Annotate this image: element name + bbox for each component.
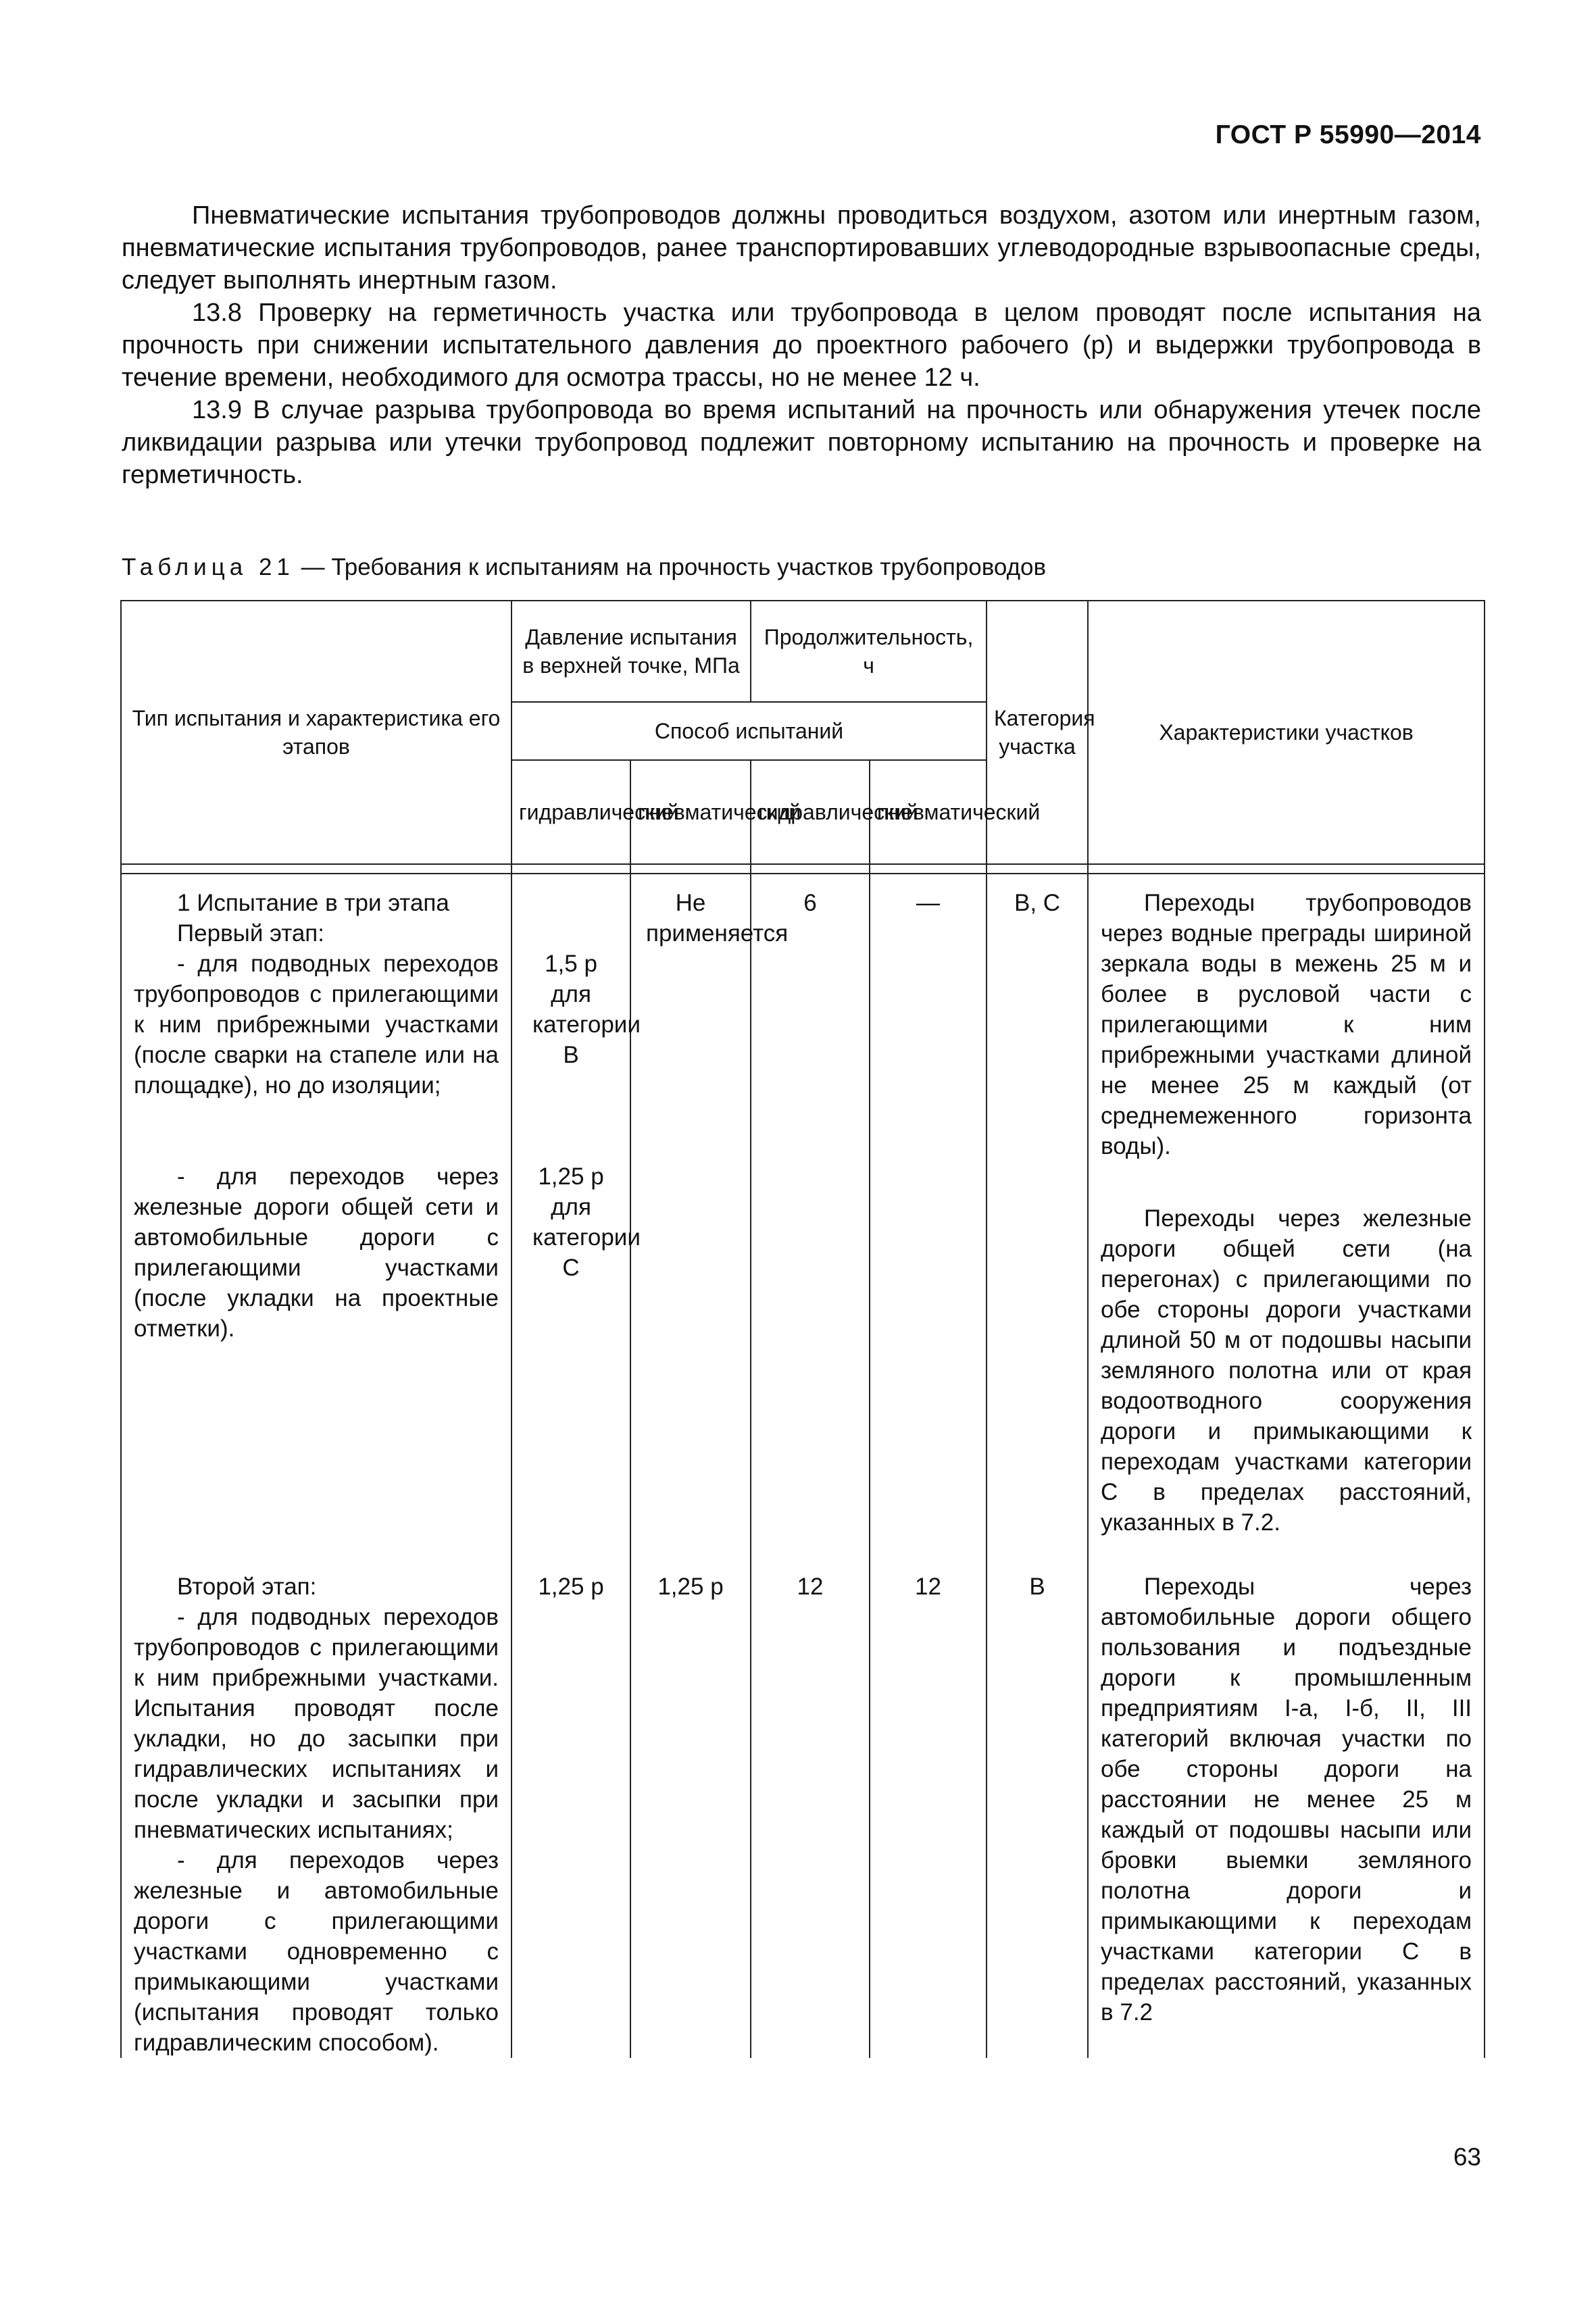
paragraph: 13.8 Проверку на герметичность участка или трубопровода в целом проводят после испытания на прочность при снижении испытательного давления до проектного рабочего (р) и выдержки трубопровода в течение времени, необходимого для осмотра трассы, но не менее 12 ч.	[122, 299, 1481, 392]
pressure-pneumatic: Не применяется	[646, 890, 789, 947]
header-type: Тип испытания и характеристика его этапов	[121, 601, 512, 864]
table-row	[121, 874, 1485, 1538]
page-number: 63	[1453, 2143, 1481, 2171]
stage-subtitle: Второй этап:	[177, 1574, 317, 1600]
stage-item: - для переходов через железные дороги общей сети и автомобильные дороги с прилегающими участками (после укладки на проектные отметки).	[134, 1163, 499, 1342]
table-row	[121, 1538, 1485, 2058]
table-caption-label: Таблица 21	[122, 554, 295, 580]
pressure-hydraulic: 1,25 р для категории С	[532, 1163, 641, 1281]
header-method: Способ испытаний	[512, 702, 987, 760]
stage-subtitle: Первый этап:	[177, 920, 324, 947]
category: В	[987, 1538, 1088, 2058]
body-text	[122, 199, 1481, 491]
duration-pneumatic: —	[870, 874, 987, 1538]
duration-pneumatic: 12	[870, 1538, 987, 2058]
stage-item: - для подводных переходов трубопроводов с прилегающими к ним прибрежными участками. Испытания проводят после укладки, но до засыпки при гидравлических испытаниях и после укладки и засыпки при пневматических испытаниях;	[134, 1604, 499, 1843]
characteristics: Переходы через железные дороги общей сети (на перегонах) с прилегающими по обе стороны дороги участками длиной 50 м от подошвы насыпи земляного полотна или от края водоотводного сооружения дороги и примыкающими к переходам участками категории С в пределах расстояний, указанных в 7.2.	[1101, 1205, 1472, 1536]
header-characteristics: Характеристики участков	[1088, 601, 1485, 864]
header-pressure: Давление испытания в верхней точке, МПа	[512, 601, 751, 702]
characteristics: Переходы через автомобильные дороги общего пользования и подъездные дороги к промышленным предприятиям I-а, I-б, II, III категорий включая участки по обе стороны дороги на расстоянии не менее 25 м каждый от подошвы насыпи или бровки выемки земляного полотна дороги и примыкающими к переходам участками категории С в пределах расстояний, указанных в 7.2	[1101, 1574, 1472, 2026]
header-hydraulic: гидравлический	[512, 760, 630, 864]
duration-hydraulic: 12	[751, 1538, 870, 2058]
stage-item: - для переходов через железные и автомобильные дороги с прилегающими участками одновременно с примыкающими участками (испытания проводят только гидравлическим способом).	[134, 1847, 499, 2056]
header-pneumatic: пневматический	[630, 760, 751, 864]
header-duration: Продолжительность, ч	[751, 601, 987, 702]
paragraph: 13.9 В случае разрыва трубопровода во время испытаний на прочность или обнаружения утечек после ликвидации разрыва или утечки трубопровод подлежит повторному испытанию на прочность и проверке на герметичность.	[122, 396, 1481, 489]
header-category: Категория участка	[987, 601, 1088, 864]
characteristics: Переходы трубопроводов через водные преграды шириной зеркала воды в межень 25 м и более в русловой части с прилегающими к ним прибрежными участками длиной не менее 25 м каждый (от среднемеженного горизонта воды).	[1101, 890, 1472, 1159]
requirements-table	[120, 600, 1485, 2058]
table-caption-text: — Требования к испытаниям на прочность участков трубопроводов	[294, 554, 1047, 580]
pressure-pneumatic: 1,25 р	[630, 1538, 751, 2058]
header-pneumatic: пневматический	[870, 760, 987, 864]
duration-hydraulic: 6	[751, 874, 870, 1538]
stage-item: - для подводных переходов трубопроводов с прилегающими к ним прибрежными участками (после сварки на стапеле или на площадке), но до изоляции;	[134, 951, 499, 1099]
pressure-hydraulic: 1,5 р для категории В	[532, 951, 641, 1068]
pressure-hydraulic: 1,25 р	[512, 1538, 630, 2058]
stage-title: 1 Испытание в три этапа	[177, 890, 449, 916]
table-caption	[122, 553, 1046, 582]
standard-number: ГОСТ Р 55990—2014	[1215, 120, 1481, 149]
header-hydraulic: гидравлический	[751, 760, 870, 864]
paragraph: Пневматические испытания трубопроводов должны проводиться воздухом, азотом или инертным газом, пневматические испытания трубопроводов, ранее транспортировавших углеводородные взрывоопасные среды, следует выполнять инертным газом.	[122, 201, 1481, 295]
category: В, С	[987, 874, 1088, 1538]
